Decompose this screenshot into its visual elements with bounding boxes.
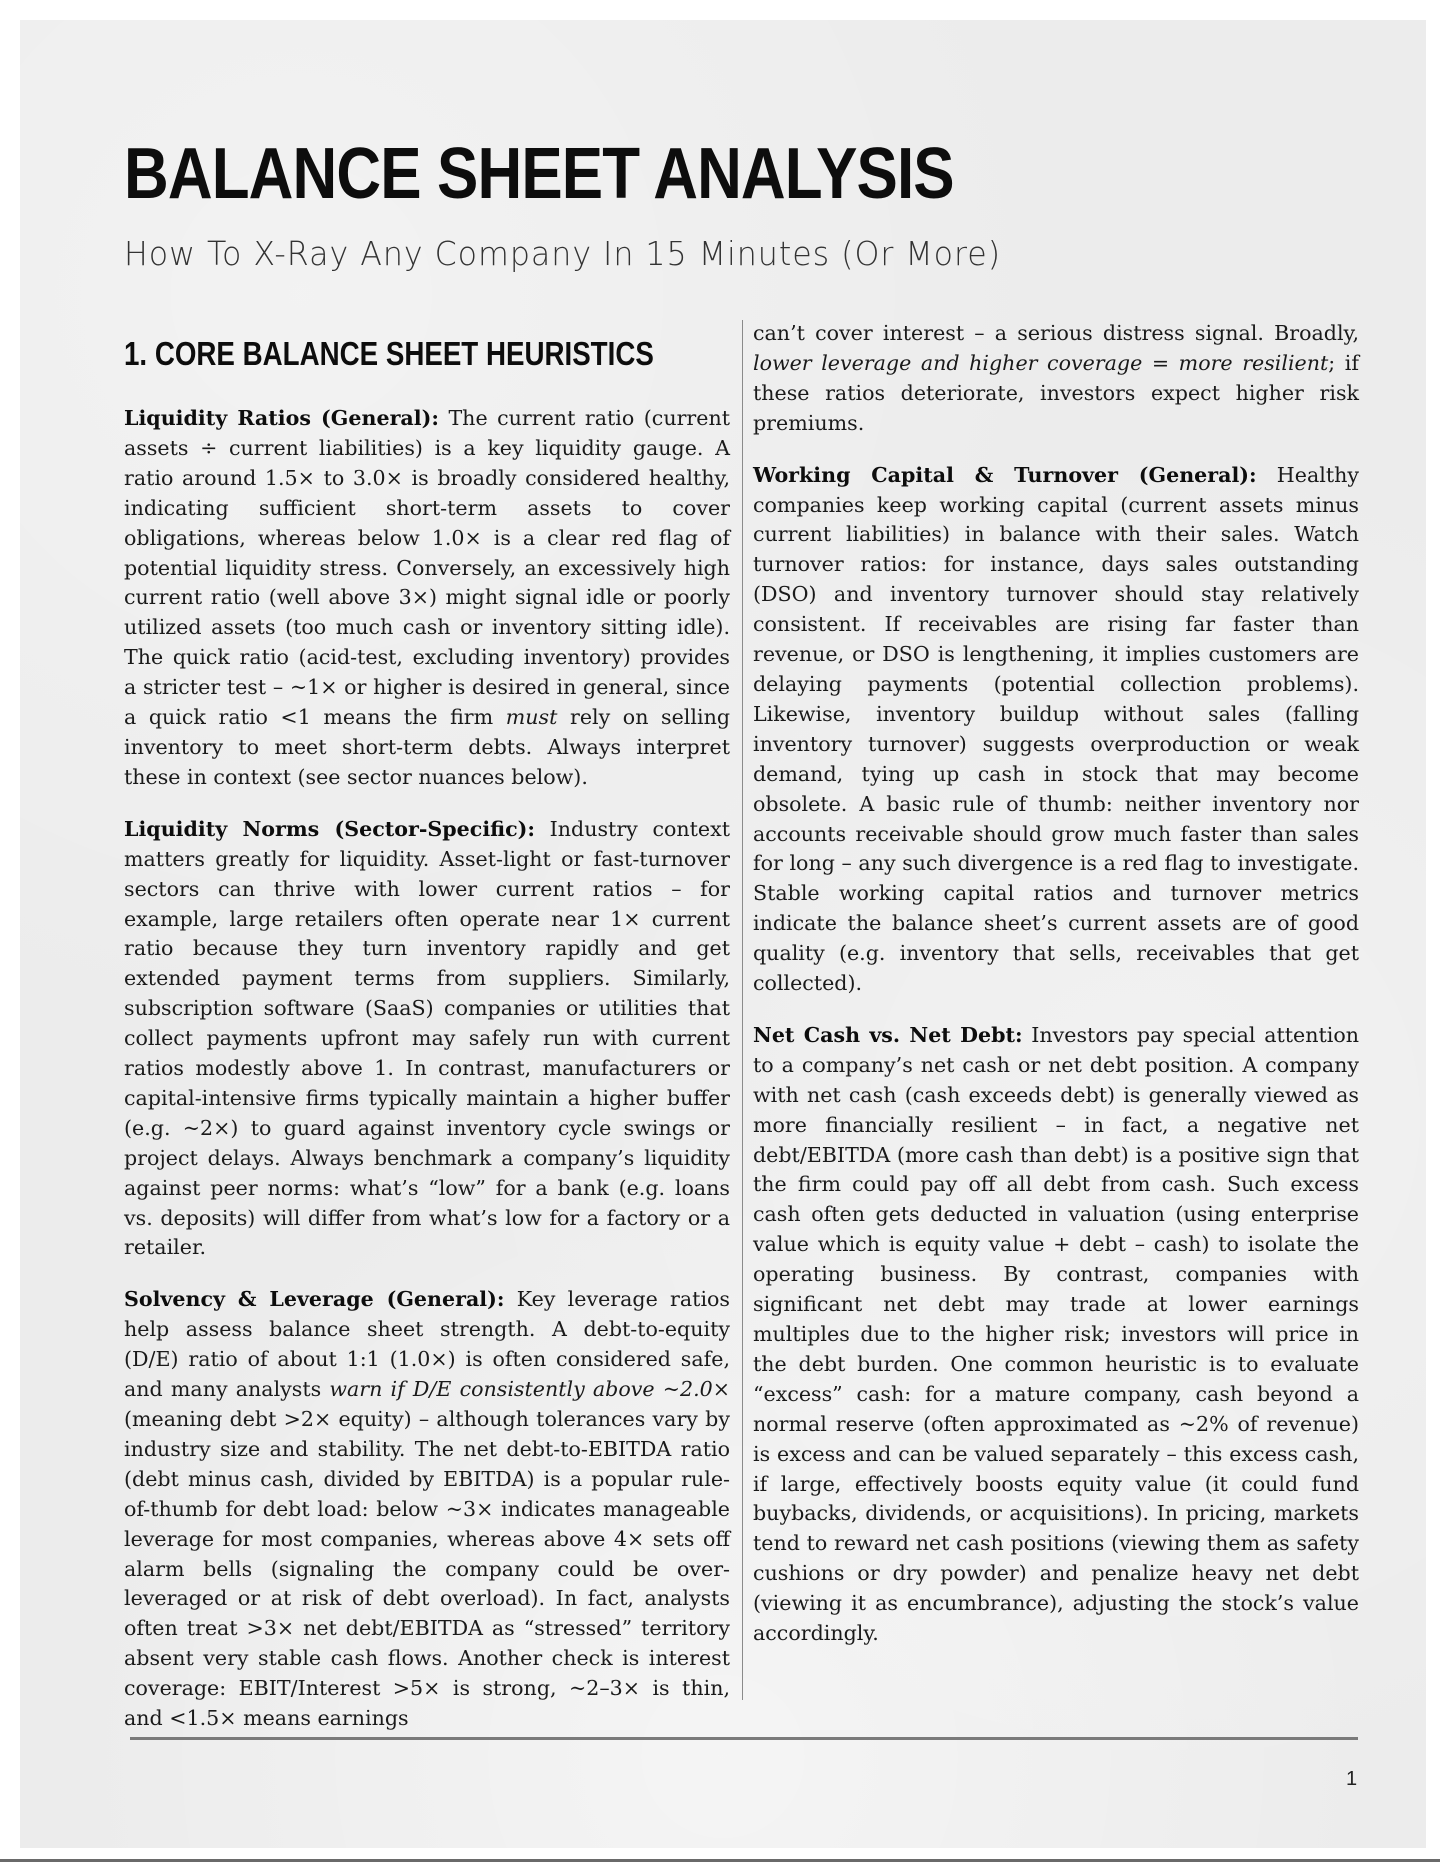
- paragraph-lead: Net Cash vs. Net Debt:: [753, 1022, 1023, 1047]
- emphasis-text: must: [505, 705, 558, 730]
- document-page: [20, 20, 1426, 1848]
- footer-divider: [130, 1737, 1358, 1740]
- paragraph-text: can’t cover interest – a serious distress signal. Broadly,: [753, 321, 1359, 345]
- paragraph-text: ; if these ratios deteriorate, investors expect higher risk premiums.: [753, 350, 1359, 435]
- section-heading: 1. CORE BALANCE SHEET HEURISTICS: [124, 335, 654, 372]
- paragraph-text: (meaning debt >2× equity) – although tolerances vary by industry size and stability. The net debt-to-EBITDA ratio (debt minus cash, divided by EBITDA) is a popular rule-of-thumb for debt load: below ~3× indicates manageable leverage for most companies, whereas above 4× sets off alarm bells (signaling the company could be over-leveraged or at risk of debt overload). In fact, analysts often treat >3× net debt/EBITDA as “stressed” territory absent very stable cash flows. Another check is interest coverage: EBIT/Interest >5× is strong, ~2–3× is thin, and <1.5× means earnings: [124, 1407, 730, 1731]
- paragraph-lead: Liquidity Norms (Sector-Specific):: [124, 816, 536, 841]
- paragraph-solvency-continued: [753, 319, 1359, 439]
- paragraph-text: Investors pay special attention to a company’s net cash or net debt position. A company with net cash (cash exceeds debt) is generally viewed as more financially resilient – in fact, a negative net debt/EBITDA (more cash than debt) is a positive sign that the firm could pay off all debt from cash. Such excess cash often gets deducted in valuation (using enterprise value which is equity value + debt – cash) to isolate the operating business. By contrast, companies with significant net debt may trade at lower earnings multiples due to the higher risk; investors will price in the debt burden. One common heuristic is to evaluate “excess” cash: for a mature company, cash beyond a normal reserve (often approximated as ~2% of revenue) is excess and can be valued separately – this excess cash, if large, effectively boosts equity value (it could fund buybacks, dividends, or acquisitions). In pricing, markets tend to reward net cash positions (viewing them as safety cushions or dry powder) and penalize heavy net debt (viewing it as encumbrance), adjusting the stock’s value accordingly.: [753, 1022, 1359, 1646]
- paragraph-liquidity-ratios: [124, 404, 730, 793]
- page-number: 1: [1346, 1768, 1358, 1790]
- paragraph-text: rely on selling inventory to meet short-term debts. Always interpret these in context (see sector nuances below).: [124, 705, 731, 789]
- emphasis-text: lower leverage and higher coverage = more resilient: [753, 350, 1329, 375]
- paragraph-net-cash-debt: [753, 1021, 1359, 1649]
- paragraph-text: The current ratio (current assets ÷ current liabilities) is a key liquidity gauge. A ratio around 1.5× to 3.0× is broadly considered healthy, indicating sufficient short-term assets to cover obligations, whereas below 1.0× is a clear red flag of potential liquidity stress. Conversely, an excessively high current ratio (well above 3×) might signal idle or poorly utilized assets (too much cash or inventory sitting idle). The quick ratio (acid-test, excluding inventory) provides a stricter test – ~1× or higher is desired in general, since a quick ratio <1 means the firm: [124, 406, 730, 730]
- right-column: [753, 319, 1359, 1671]
- paragraph-lead: Liquidity Ratios (General):: [124, 406, 439, 430]
- document-title: BALANCE SHEET ANALYSIS: [124, 134, 954, 214]
- paragraph-text: Industry context matters greatly for liquidity. Asset-light or fast-turnover sectors can thrive with lower current ratios – for example, large retailers often operate near 1× current ratio because they turn inventory rapidly and get extended payment terms from suppliers. Similarly, subscription software (SaaS) companies or utilities that collect payments upfront may safely run with current ratios modestly above 1. In contrast, manufacturers or capital-intensive firms typically maintain a higher buffer (e.g. ~2×) to guard against inventory cycle swings or project delays. Always benchmark a company’s liquidity against peer norms: what’s “low” for a bank (e.g. loans vs. deposits) will differ from what’s low for a factory or a retailer.: [124, 816, 730, 1260]
- column-divider: [742, 320, 743, 1700]
- document-subtitle: How To X-Ray Any Company In 15 Minutes (Or More): [124, 234, 1002, 273]
- paragraph-working-capital: [753, 461, 1359, 999]
- paragraph-text: Key leverage ratios help assess balance sheet strength. A debt-to-equity (D/E) ratio of about 1:1 (1.0×) is often considered safe, and many analysts: [124, 1287, 730, 1402]
- left-column: [124, 334, 730, 1756]
- paragraph-liquidity-norms: [124, 815, 730, 1264]
- paragraph-lead: Solvency & Leverage (General):: [124, 1287, 505, 1312]
- emphasis-text: warn if D/E consistently above ~2.0×: [329, 1377, 730, 1402]
- paragraph-lead: Working Capital & Turnover (General):: [753, 462, 1257, 487]
- paragraph-solvency-leverage: [124, 1285, 730, 1734]
- paragraph-text: Healthy companies keep working capital (current assets minus current liabilities) in balance with their sales. Watch turnover ratios: for instance, days sales outstanding (DSO) and inventory turnover should stay relatively consistent. If receivables are rising far faster than revenue, or DSO is lengthening, it implies customers are delaying payments (potential collection problems). Likewise, inventory buildup without sales (falling inventory turnover) suggests overproduction or weak demand, tying up cash in stock that may become obsolete. A basic rule of thumb: neither inventory nor accounts receivable should grow much faster than sales for long – any such divergence is a red flag to investigate. Stable working capital ratios and turnover metrics indicate the balance sheet’s current assets are of good quality (e.g. inventory that sells, receivables that get collected).: [753, 462, 1359, 996]
